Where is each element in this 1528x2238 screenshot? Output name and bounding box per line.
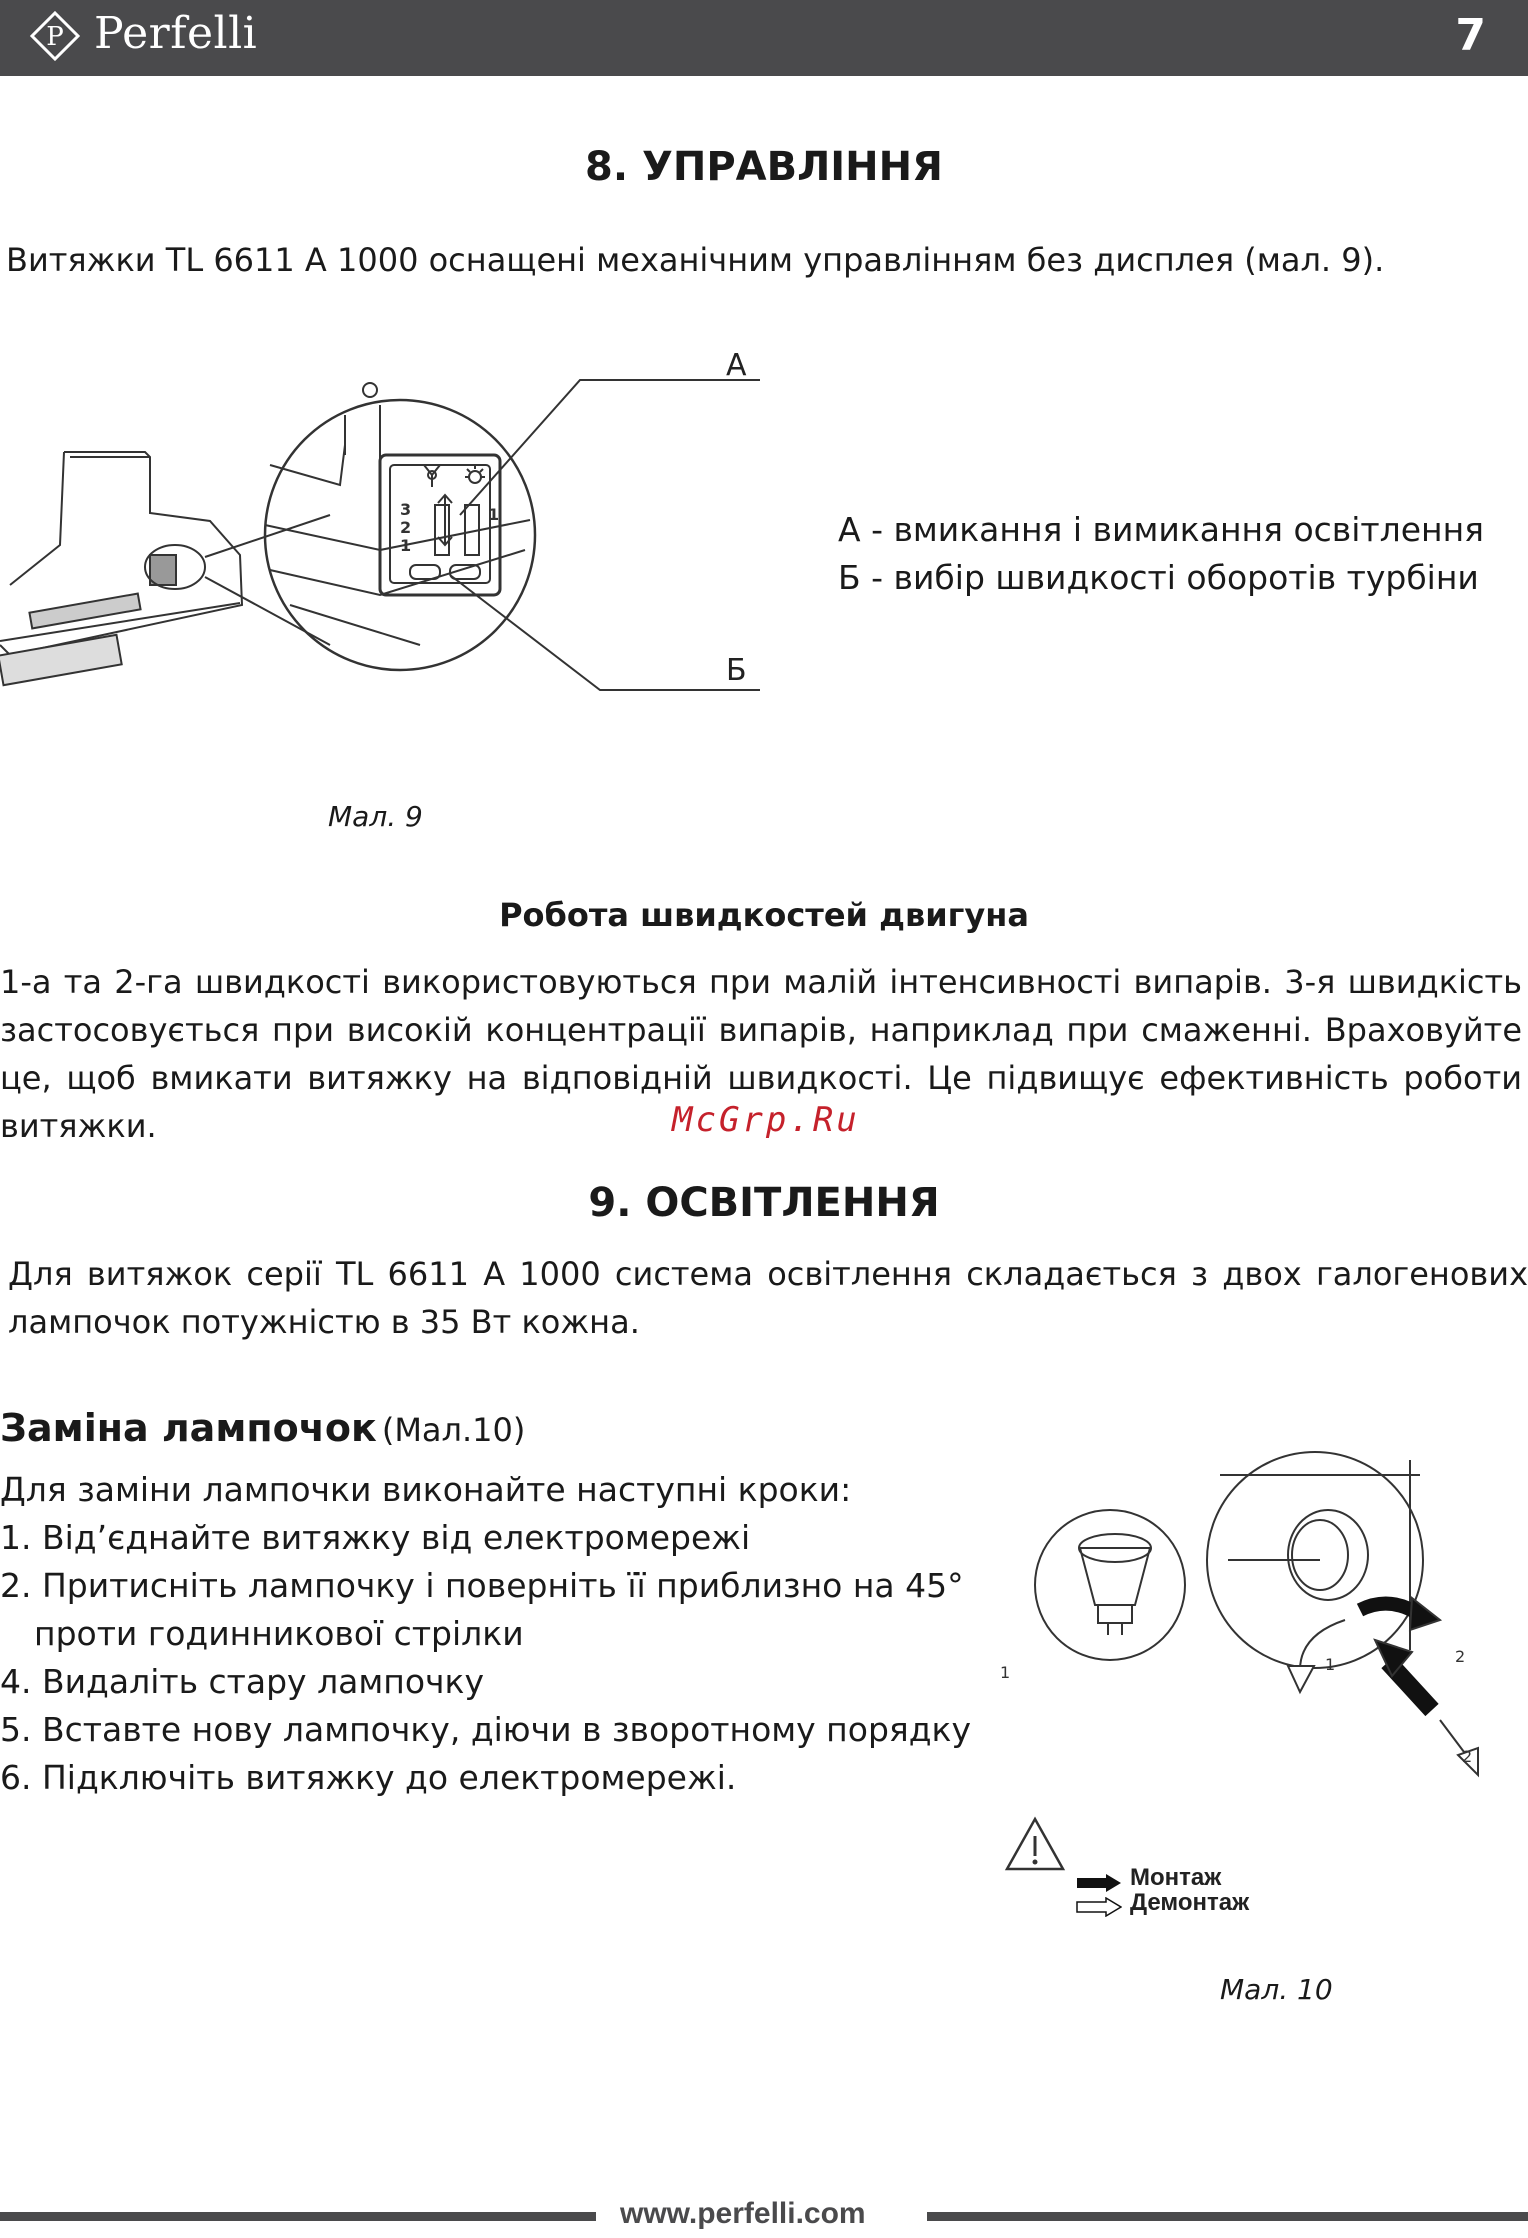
label-b: Б (726, 653, 747, 688)
figure-9-caption: Мал. 9 (328, 800, 423, 833)
light-number-1: 1 (488, 505, 500, 524)
footer-url[interactable]: www.perfelli.com (620, 2197, 866, 2230)
replace-bulbs-heading (0, 1406, 525, 1450)
steps-list (0, 1466, 971, 1802)
step-2-continued: проти годинникової стрілки (34, 1614, 524, 1653)
perfelli-logo-icon (30, 11, 80, 61)
watermark: McGrp.Ru (672, 1100, 860, 1140)
footer-rule-left (0, 2212, 596, 2221)
replace-bulbs-heading-ref: (Мал.10) (381, 1411, 526, 1449)
legend-a: А - вмикання і вимикання освітлення (838, 510, 1485, 549)
warning-icon (1004, 1816, 1066, 1872)
steps-intro: Для заміни лампочки виконайте наступні кроки: (0, 1470, 852, 1509)
figure-10-bulb-replacement (1000, 1430, 1500, 1830)
logo-letter: P (46, 22, 64, 52)
label-a: А (726, 348, 747, 383)
dismount-arrow-icon (1076, 1897, 1122, 1917)
fig10-number-1b: 1 (1325, 1655, 1336, 1674)
step-5: 5. Вставте нову лампочку, діючи в зворотному порядку (0, 1710, 972, 1749)
figure-10-caption: Мал. 10 (1220, 1973, 1333, 2006)
step-4: 4. Видаліть стару лампочку (0, 1662, 485, 1701)
lighting-paragraph: Для витяжок серії TL 6611 A 1000 система освітлення складається з двох галогенових лампочок потужністю в 35 Вт кожна. (8, 1255, 1528, 1341)
fig10-number-2a: 2 (1455, 1647, 1466, 1666)
brand-name: Perfelli (94, 8, 258, 59)
replace-bulbs-heading-text: Заміна лампочок (0, 1406, 377, 1450)
page-number: 7 (1455, 10, 1486, 61)
speed-number-2: 2 (400, 518, 412, 537)
step-2: 2. Притисніть лампочку і поверніть її приблизно на 45° (0, 1566, 964, 1605)
step-6: 6. Підключіть витяжку до електромережі. (0, 1758, 737, 1797)
fig10-number-1a: 1 (1000, 1663, 1011, 1682)
figure-9-control-panel (0, 345, 770, 745)
motor-speeds-paragraph: 1-а та 2-га швидкості використовуються при малій інтенсивності випарів. 3-я швидкість застосовується при високій концентрації випарів, наприклад при смаженні. Враховуйте це, щоб вмикати витяжку на відповідній швидкості. Це підвищує ефективність роботи витяжки. (0, 963, 1522, 1145)
section-9-title: 9. ОСВІТЛЕННЯ (588, 1180, 940, 1226)
legend-b: Б - вибір швидкості оборотів турбіни (838, 558, 1479, 597)
fig10-number-2b: 2 (1462, 1747, 1473, 1766)
footer-rule-right (927, 2212, 1528, 2221)
speed-number-1: 1 (400, 536, 412, 555)
motor-speeds-subheading: Робота швидкостей двигуна (499, 896, 1029, 934)
step-1: 1. Від’єднайте витяжку від електромережі (0, 1518, 751, 1557)
mount-arrow-icon (1076, 1873, 1122, 1893)
legend-dismount: Демонтаж (1130, 1889, 1250, 1916)
section-8-title: 8. УПРАВЛІННЯ (585, 144, 943, 190)
section-8-intro: Витяжки TL 6611 A 1000 оснащені механічним управлінням без дисплея (мал. 9). (6, 241, 1385, 279)
legend-mount: Монтаж (1130, 1864, 1222, 1891)
speed-number-3: 3 (400, 500, 412, 519)
